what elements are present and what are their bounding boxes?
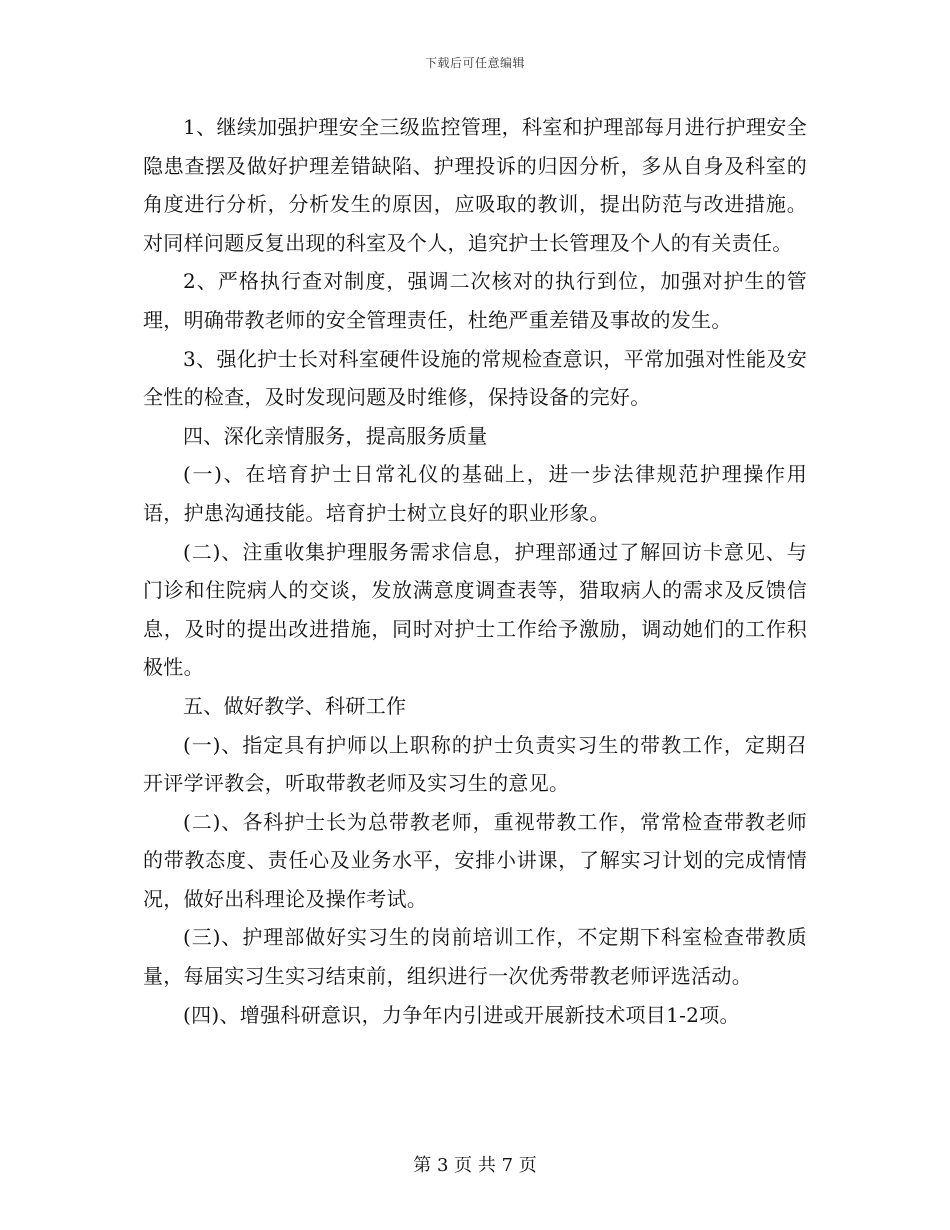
paragraph-4-2: (二)、注重收集护理服务需求信息，护理部通过了解回访卡意见、与门诊和住院病人的交谈，发放满意度调查表等，猎取病人的需求及反馈信息，及时的提出改进措施，同时对护士工作给予激励，调动她们的工作积极性。 xyxy=(143,539,807,680)
paragraph-5-4: (四)、增强科研意识，力争年内引进或开展新技术项目1-2项。 xyxy=(183,1002,740,1027)
paragraph-1: 1、继续加强护理安全三级监控管理，科室和护理部每月进行护理安全隐患查摆及做好护理差错缺陷、护理投诉的归因分析，多从自身及科室的角度进行分析，分析发生的原因，应吸取的教训，提出防范与改进措施。对同样问题反复出现的科室及个人，追究护士长管理及个人的有关责任。 xyxy=(143,115,807,255)
paragraph-4-1: (一)、在培育护士日常礼仪的基础上，进一步法律规范护理操作用语，护患沟通技能。培育护士树立良好的职业形象。 xyxy=(143,462,807,525)
paragraph-3: 3、强化护士长对科室硬件设施的常规检查意识，平常加强对性能及安全性的检查，及时发现问题及时维修，保持设备的完好。 xyxy=(143,346,807,410)
section-heading-5: 五、做好教学、科研工作 xyxy=(183,693,407,718)
page-footer xyxy=(0,1151,950,1177)
page-number-label: 第 3 页 共 7 页 xyxy=(413,1155,537,1176)
paragraph-5-2: (二)、各科护士长为总带教老师，重视带教工作，常常检查带教老师的带教态度、责任心及业务水平，安排小讲课，了解实习计划的完成情情况，做好出科理论及操作考试。 xyxy=(143,809,807,911)
paragraph-5-3: (三)、护理部做好实习生的岗前培训工作，不定期下科室检查带教质量，每届实习生实习结束前，组织进行一次优秀带教老师评选活动。 xyxy=(143,925,807,989)
paragraph-5-1: (一)、指定具有护师以上职称的护士负责实习生的带教工作，定期召开评学评教会，听取带教老师及实习生的意见。 xyxy=(143,732,807,796)
section-heading-4: 四、深化亲情服务，提高服务质量 xyxy=(183,423,488,448)
paragraph-2: 2、严格执行查对制度，强调二次核对的执行到位，加强对护生的管理，明确带教老师的安全管理责任，杜绝严重差错及事故的发生。 xyxy=(143,269,807,332)
document-body xyxy=(143,108,807,1034)
page-header-note: 下载后可任意编辑 xyxy=(424,56,525,70)
